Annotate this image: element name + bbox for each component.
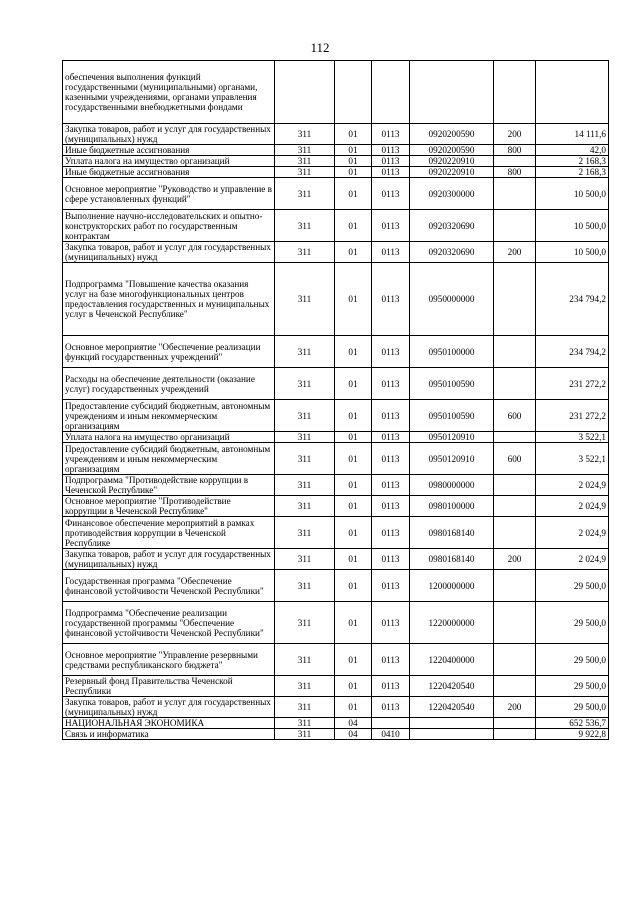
row-sum: 10 500,0 [536, 242, 609, 263]
row-grbs: 311 [275, 432, 335, 443]
row-subsection: 0113 [372, 549, 410, 570]
row-expense-type [494, 729, 536, 740]
row-expense-type [494, 496, 536, 517]
row-expense-type: 200 [494, 242, 536, 263]
row-expense-type: 800 [494, 167, 536, 178]
row-section: 01 [335, 156, 372, 167]
row-target-article: 0920320690 [410, 210, 494, 242]
row-target-article: 0950100590 [410, 400, 494, 432]
row-section: 01 [335, 368, 372, 400]
row-section: 01 [335, 549, 372, 570]
row-grbs: 311 [275, 263, 335, 336]
row-grbs: 311 [275, 549, 335, 570]
row-expense-type [494, 644, 536, 676]
row-grbs: 311 [275, 496, 335, 517]
row-name: Закупка товаров, работ и услуг для государственных (муниципальных) нужд [63, 242, 275, 263]
row-subsection: 0113 [372, 432, 410, 443]
row-name: Предоставление субсидий бюджетным, автономным учреждениям и иным некоммерческим организациям [63, 443, 275, 475]
row-target-article: 1220420540 [410, 697, 494, 718]
row-name: Иные бюджетные ассигнования [63, 145, 275, 156]
row-target-article: 0950100590 [410, 368, 494, 400]
row-sum: 234 794,2 [536, 336, 609, 368]
row-name: Уплата налога на имущество организаций [63, 156, 275, 167]
row-subsection: 0113 [372, 496, 410, 517]
row-grbs: 311 [275, 697, 335, 718]
row-name: Закупка товаров, работ и услуг для государственных (муниципальных) нужд [63, 549, 275, 570]
row-expense-type [494, 602, 536, 644]
row-subsection [372, 718, 410, 729]
row-name: Основное мероприятие "Противодействие коррупции в Чеченской Республике" [63, 496, 275, 517]
row-sum [536, 61, 609, 124]
row-section: 01 [335, 400, 372, 432]
row-section: 01 [335, 644, 372, 676]
row-expense-type [494, 718, 536, 729]
table-row [63, 61, 609, 124]
table-row [63, 242, 609, 263]
row-grbs: 311 [275, 178, 335, 210]
row-expense-type [494, 676, 536, 697]
row-subsection: 0113 [372, 263, 410, 336]
row-expense-type: 200 [494, 124, 536, 145]
table-row [63, 178, 609, 210]
row-section: 04 [335, 729, 372, 740]
table-row [63, 124, 609, 145]
row-target-article: 0950100000 [410, 336, 494, 368]
row-name: Связь и информатика [63, 729, 275, 740]
row-grbs: 311 [275, 368, 335, 400]
row-sum: 9 922,8 [536, 729, 609, 740]
row-sum: 29 500,0 [536, 644, 609, 676]
row-grbs: 311 [275, 167, 335, 178]
row-sum: 231 272,2 [536, 368, 609, 400]
row-sum: 29 500,0 [536, 697, 609, 718]
row-subsection: 0113 [372, 517, 410, 549]
row-name: Основное мероприятие "Управление резервными средствами республиканского бюджета" [63, 644, 275, 676]
row-expense-type [494, 178, 536, 210]
table-row [63, 496, 609, 517]
row-expense-type [494, 61, 536, 124]
row-section: 01 [335, 167, 372, 178]
row-target-article: 1220420540 [410, 676, 494, 697]
row-name: Подпрограмма "Противодействие коррупции в Чеченской Республике" [63, 475, 275, 496]
row-target-article: 0920220910 [410, 167, 494, 178]
row-expense-type: 200 [494, 697, 536, 718]
table-row [63, 602, 609, 644]
row-subsection: 0113 [372, 644, 410, 676]
row-name: Уплата налога на имущество организаций [63, 432, 275, 443]
row-grbs: 311 [275, 336, 335, 368]
row-grbs: 311 [275, 443, 335, 475]
row-grbs: 311 [275, 676, 335, 697]
table-row [63, 336, 609, 368]
table-row [63, 443, 609, 475]
table-row [63, 570, 609, 602]
row-sum: 3 522,1 [536, 432, 609, 443]
row-grbs: 311 [275, 475, 335, 496]
row-expense-type [494, 432, 536, 443]
row-subsection: 0113 [372, 178, 410, 210]
row-sum: 2 024,9 [536, 549, 609, 570]
row-expense-type [494, 475, 536, 496]
row-name: Основное мероприятие "Руководство и управление в сфере установленных функций" [63, 178, 275, 210]
row-name: Основное мероприятие "Обеспечение реализации функций государственных учреждений" [63, 336, 275, 368]
row-name: Подпрограмма "Повышение качества оказания услуг на базе многофункциональных центров предоставления государственных и муниципальных услуг в Чеченской Республике" [63, 263, 275, 336]
row-subsection: 0113 [372, 368, 410, 400]
row-subsection: 0113 [372, 336, 410, 368]
row-subsection: 0113 [372, 475, 410, 496]
row-target-article: 0980168140 [410, 517, 494, 549]
table-row [63, 263, 609, 336]
row-section: 01 [335, 517, 372, 549]
row-section [335, 61, 372, 124]
row-sum: 231 272,2 [536, 400, 609, 432]
table-body [63, 61, 609, 740]
row-target-article: 0920320690 [410, 242, 494, 263]
row-expense-type: 200 [494, 549, 536, 570]
row-target-article: 0980000000 [410, 475, 494, 496]
row-sum: 29 500,0 [536, 570, 609, 602]
row-name: Резервный фонд Правительства Чеченской Республики [63, 676, 275, 697]
row-name: Государственная программа "Обеспечение финансовой устойчивости Чеченской Республики" [63, 570, 275, 602]
table-row [63, 549, 609, 570]
row-target-article: 0980100000 [410, 496, 494, 517]
row-target-article: 0920200590 [410, 124, 494, 145]
row-section: 01 [335, 178, 372, 210]
row-section: 01 [335, 676, 372, 697]
row-sum: 2 168,3 [536, 167, 609, 178]
row-sum: 14 111,6 [536, 124, 609, 145]
row-subsection: 0113 [372, 602, 410, 644]
row-sum: 2 168,3 [536, 156, 609, 167]
row-sum: 2 024,9 [536, 517, 609, 549]
table-row [63, 368, 609, 400]
row-grbs: 311 [275, 156, 335, 167]
row-section: 01 [335, 697, 372, 718]
row-grbs [275, 61, 335, 124]
row-section: 01 [335, 336, 372, 368]
row-sum: 10 500,0 [536, 178, 609, 210]
budget-table [62, 60, 609, 740]
table-row [63, 145, 609, 156]
row-subsection: 0113 [372, 400, 410, 432]
row-expense-type [494, 210, 536, 242]
row-section: 01 [335, 124, 372, 145]
row-grbs: 311 [275, 602, 335, 644]
row-section: 01 [335, 443, 372, 475]
row-subsection: 0113 [372, 676, 410, 697]
table-row [63, 729, 609, 740]
row-name: Финансовое обеспечение мероприятий в рамках противодействия коррупции в Чеченской Республике [63, 517, 275, 549]
row-target-article: 1200000000 [410, 570, 494, 602]
row-subsection: 0113 [372, 242, 410, 263]
table-row [63, 697, 609, 718]
row-section: 01 [335, 496, 372, 517]
row-name: Иные бюджетные ассигнования [63, 167, 275, 178]
row-subsection: 0113 [372, 443, 410, 475]
row-grbs: 311 [275, 145, 335, 156]
row-section: 01 [335, 570, 372, 602]
row-expense-type: 800 [494, 145, 536, 156]
row-subsection: 0113 [372, 167, 410, 178]
table-row [63, 432, 609, 443]
row-target-article: 0920300000 [410, 178, 494, 210]
row-sum: 652 536,7 [536, 718, 609, 729]
row-name: Выполнение научно-исследовательских и опытно-конструкторских работ по государственным контрактам [63, 210, 275, 242]
row-sum: 2 024,9 [536, 475, 609, 496]
table-row [63, 517, 609, 549]
row-sum: 42,0 [536, 145, 609, 156]
row-target-article [410, 61, 494, 124]
row-target-article: 0980168140 [410, 549, 494, 570]
row-subsection: 0113 [372, 124, 410, 145]
row-subsection: 0113 [372, 697, 410, 718]
table-row [63, 718, 609, 729]
table-row [63, 156, 609, 167]
row-expense-type [494, 156, 536, 167]
table-row [63, 676, 609, 697]
row-subsection: 0113 [372, 570, 410, 602]
row-subsection [372, 61, 410, 124]
row-section: 01 [335, 210, 372, 242]
row-target-article: 0950120910 [410, 443, 494, 475]
row-expense-type [494, 263, 536, 336]
row-target-article: 0920200590 [410, 145, 494, 156]
row-grbs: 311 [275, 570, 335, 602]
row-section: 04 [335, 718, 372, 729]
row-name: НАЦИОНАЛЬНАЯ ЭКОНОМИКА [63, 718, 275, 729]
row-sum: 29 500,0 [536, 676, 609, 697]
row-target-article: 0920220910 [410, 156, 494, 167]
row-expense-type: 600 [494, 400, 536, 432]
row-subsection: 0410 [372, 729, 410, 740]
row-expense-type [494, 570, 536, 602]
row-name: Закупка товаров, работ и услуг для государственных (муниципальных) нужд [63, 124, 275, 145]
row-section: 01 [335, 475, 372, 496]
page-number: 112 [310, 40, 330, 55]
row-target-article: 0950000000 [410, 263, 494, 336]
row-target-article [410, 729, 494, 740]
row-sum: 2 024,9 [536, 496, 609, 517]
row-grbs: 311 [275, 517, 335, 549]
table-row [63, 475, 609, 496]
row-grbs: 311 [275, 124, 335, 145]
row-target-article [410, 718, 494, 729]
row-name: Подпрограмма "Обеспечение реализации государственной программы "Обеспечение финансовой устойчивости Чеченской Республики" [63, 602, 275, 644]
row-name: Предоставление субсидий бюджетным, автономным учреждениям и иным некоммерческим организациям [63, 400, 275, 432]
row-expense-type: 600 [494, 443, 536, 475]
row-subsection: 0113 [372, 210, 410, 242]
row-target-article: 0950120910 [410, 432, 494, 443]
row-sum: 234 794,2 [536, 263, 609, 336]
row-expense-type [494, 336, 536, 368]
row-sum: 10 500,0 [536, 210, 609, 242]
row-sum: 3 522,1 [536, 443, 609, 475]
row-section: 01 [335, 242, 372, 263]
row-grbs: 311 [275, 718, 335, 729]
row-grbs: 311 [275, 242, 335, 263]
row-grbs: 311 [275, 729, 335, 740]
table-row [63, 644, 609, 676]
table-row [63, 167, 609, 178]
row-section: 01 [335, 602, 372, 644]
row-section: 01 [335, 145, 372, 156]
row-name: обеспечения выполнения функций государственными (муниципальными) органами, казенными учреждениями, органами управления государственными внебюджетными фондами [63, 61, 275, 124]
row-subsection: 0113 [372, 156, 410, 167]
row-subsection: 0113 [372, 145, 410, 156]
row-section: 01 [335, 263, 372, 336]
row-grbs: 311 [275, 644, 335, 676]
row-target-article: 1220400000 [410, 644, 494, 676]
row-grbs: 311 [275, 400, 335, 432]
row-section: 01 [335, 432, 372, 443]
table-row [63, 210, 609, 242]
table-row [63, 400, 609, 432]
row-name: Расходы на обеспечение деятельности (оказание услуг) государственных учреждений [63, 368, 275, 400]
row-sum: 29 500,0 [536, 602, 609, 644]
row-name: Закупка товаров, работ и услуг для государственных (муниципальных) нужд [63, 697, 275, 718]
row-target-article: 1220000000 [410, 602, 494, 644]
row-expense-type [494, 368, 536, 400]
row-grbs: 311 [275, 210, 335, 242]
row-expense-type [494, 517, 536, 549]
